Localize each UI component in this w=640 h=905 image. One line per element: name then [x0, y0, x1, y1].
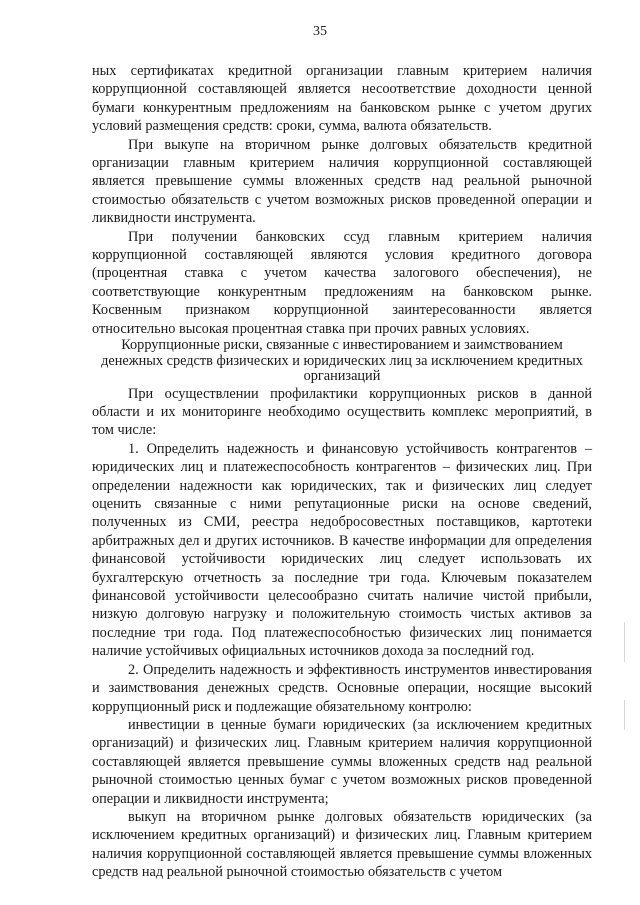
page-number: 35: [313, 24, 327, 39]
paragraph-item-2: 2. Определить надежность и эффективность инструментов инвестирования и заимствования денежных средств. Основные операции, носящие высокий коррупционный риск и подлежащие обязательному контролю:: [92, 661, 592, 715]
paragraph-secondary-market: При выкупе на вторичном рынке долговых обязательств кредитной организации главным критерием наличия коррупционной составляющей является превышение суммы вложенных средств над реальной рыночной стоимостью обязательств с учетом возможных рисков проведенной операции и ликвидности инструмента.: [92, 136, 592, 227]
scan-margin-mark: [624, 700, 625, 730]
section-heading: Коррупционные риски, связанные с инвестированием и заимствованием денежных средств физических и юридических лиц за исключением кредитных организаций: [101, 337, 583, 385]
paragraph-item-1: 1. Определить надежность и финансовую устойчивость контрагентов – юридических лиц и платежеспособность контрагентов – физических лиц. При определении надежности как юридических, так и физических лиц следует оценить связанные с ними репутационные риски на основе сведений, полученных из СМИ, реестра недобросовестных поставщиков, картотеки арбитражных дел и других источников. В качестве информации для определения финансовой устойчивости юридических лиц следует использовать их бухгалтерскую отчетность за последние три года. Ключевым показателем финансовой устойчивости целесообразно считать наличие чистой прибыли, низкую долговую нагрузку и положительную стоимость чистых активов за последние три года. Под платежеспособностью физических лиц понимается наличие устойчивых официальных источников дохода за последний год.: [92, 440, 592, 660]
scan-margin-mark: [624, 622, 625, 662]
paragraph-investments: инвестиции в ценные бумаги юридических (за исключением кредитных организаций) и физических лиц. Главным критерием наличия коррупционной составляющей является превышение суммы вложенных средств над реальной рыночной стоимостью ценных бумаг с учетом возможных рисков проведенной операции и ликвидности инструмента;: [92, 716, 592, 807]
page-body: [92, 62, 592, 882]
paragraph-continuation: ных сертификатах кредитной организации главным критерием наличия коррупционной составляющей является несоответствие доходности ценной бумаги конкурентным предложениям на банковском рынке с учетом других условий размещения средств: сроки, сумма, валюта обязательств.: [92, 63, 592, 135]
paragraph-intro: При осуществлении профилактики коррупционных рисков в данной области и их мониторинге необходимо осуществить комплекс мероприятий, в том числе:: [92, 385, 592, 439]
paragraph-bank-loans: При получении банковских ссуд главным критерием наличия коррупционной составляющей являются условия кредитного договора (процентная ставка с учетом качества залогового обеспечения), не соответствующие конкурентным предложениям на банковском рынке. Косвенным признаком коррупционной заинтересованности является относительно высокая процентная ставка при прочих равных условиях.: [92, 228, 592, 337]
paragraph-buyback: выкуп на вторичном рынке долговых обязательств юридических (за исключением кредитных организаций) и физических лиц. Главным критерием наличия коррупционной составляющей является превышение суммы вложенных средств над реальной рыночной стоимостью обязательств с учетом: [92, 808, 592, 881]
